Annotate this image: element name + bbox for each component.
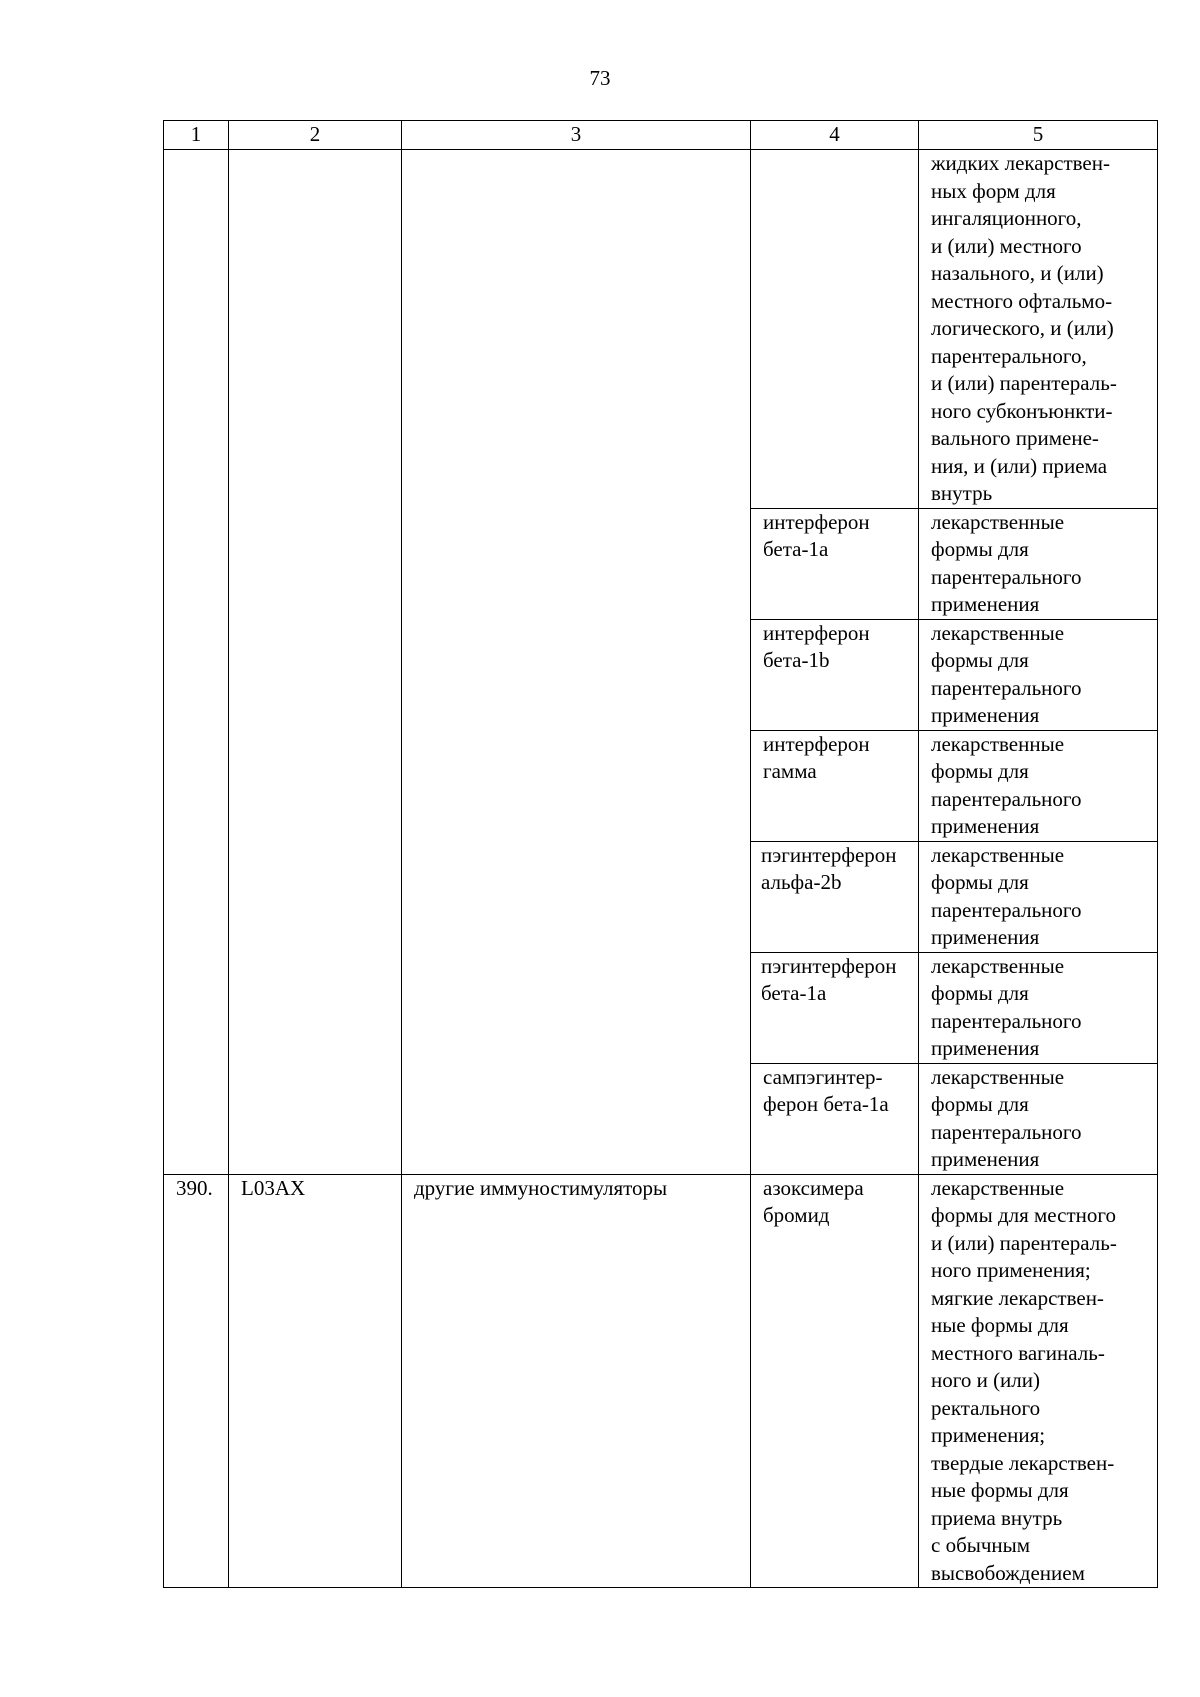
column-header-2: 2 <box>229 121 402 150</box>
dosage-form-cell <box>919 508 1158 619</box>
table-header-row <box>164 121 1158 150</box>
dosage-form-cell <box>919 730 1158 841</box>
column-header-5: 5 <box>919 121 1158 150</box>
dosage-form-cell <box>919 952 1158 1063</box>
table-row <box>164 150 1158 509</box>
table-row <box>164 1174 1158 1588</box>
substance-cell <box>751 150 919 509</box>
substance-cell <box>751 952 919 1063</box>
page-number: 73 <box>589 66 611 90</box>
column-header-3: 3 <box>402 121 751 150</box>
column-header-4: 4 <box>751 121 919 150</box>
substance-name: интерферон бета-1b <box>763 620 870 672</box>
dosage-form-text: лекарственные формы для парентерального применения <box>931 731 1082 838</box>
dosage-form-cell <box>919 1063 1158 1174</box>
dosage-form-text: лекарственные формы для парентерального применения <box>931 953 1082 1060</box>
substance-name: интерферон бета-1a <box>763 509 870 561</box>
row-number-cell <box>164 150 229 1175</box>
dosage-form-text: жидких лекарствен- ных форм для ингаляционного, и (или) местного назального, и (или) местного офтальмо- логического, и (или) парентерального, и (или) парентераль- ного субконъюнкти- вального примене- ния, и (или) приема внутрь <box>931 151 1117 505</box>
group-name-cell: другие иммуностимуляторы <box>402 1174 751 1588</box>
substance-name: интерферон гамма <box>763 731 870 783</box>
dosage-form-text: лекарственные формы для местного и (или) парентераль- ного применения; мягкие лекарствен- ные формы для местного вагиналь- ного и (или) ректального применения; твердые лекарствен- ные формы для приема внутрь с обычным высвобождением <box>931 1175 1117 1585</box>
substance-cell <box>751 508 919 619</box>
dosage-form-cell <box>919 619 1158 730</box>
substance-cell <box>751 841 919 952</box>
dosage-form-text: лекарственные формы для парентерального применения <box>931 1064 1082 1171</box>
dosage-form-cell <box>919 150 1158 509</box>
substance-name: пэгинтерферон альфа-2b <box>761 842 897 894</box>
substance-cell <box>751 619 919 730</box>
column-header-1: 1 <box>164 121 229 150</box>
substance-name: сампэгинтер- ферон бета-1a <box>763 1064 889 1116</box>
substance-cell <box>751 1063 919 1174</box>
substance-cell <box>751 1174 919 1588</box>
drug-list-table <box>163 120 1158 1588</box>
dosage-form-cell <box>919 841 1158 952</box>
dosage-form-text: лекарственные формы для парентерального применения <box>931 509 1082 616</box>
substance-cell <box>751 730 919 841</box>
group-name-cell <box>402 150 751 1175</box>
dosage-form-text: лекарственные формы для парентерального применения <box>931 620 1082 727</box>
dosage-form-text: лекарственные формы для парентерального применения <box>931 842 1082 949</box>
substance-name: азоксимера бромид <box>763 1175 864 1227</box>
atc-code-cell: L03AX <box>229 1174 402 1588</box>
row-number-cell: 390. <box>164 1174 229 1588</box>
substance-name: пэгинтерферон бета-1a <box>761 953 897 1005</box>
atc-code-cell <box>229 150 402 1175</box>
dosage-form-cell <box>919 1174 1158 1588</box>
